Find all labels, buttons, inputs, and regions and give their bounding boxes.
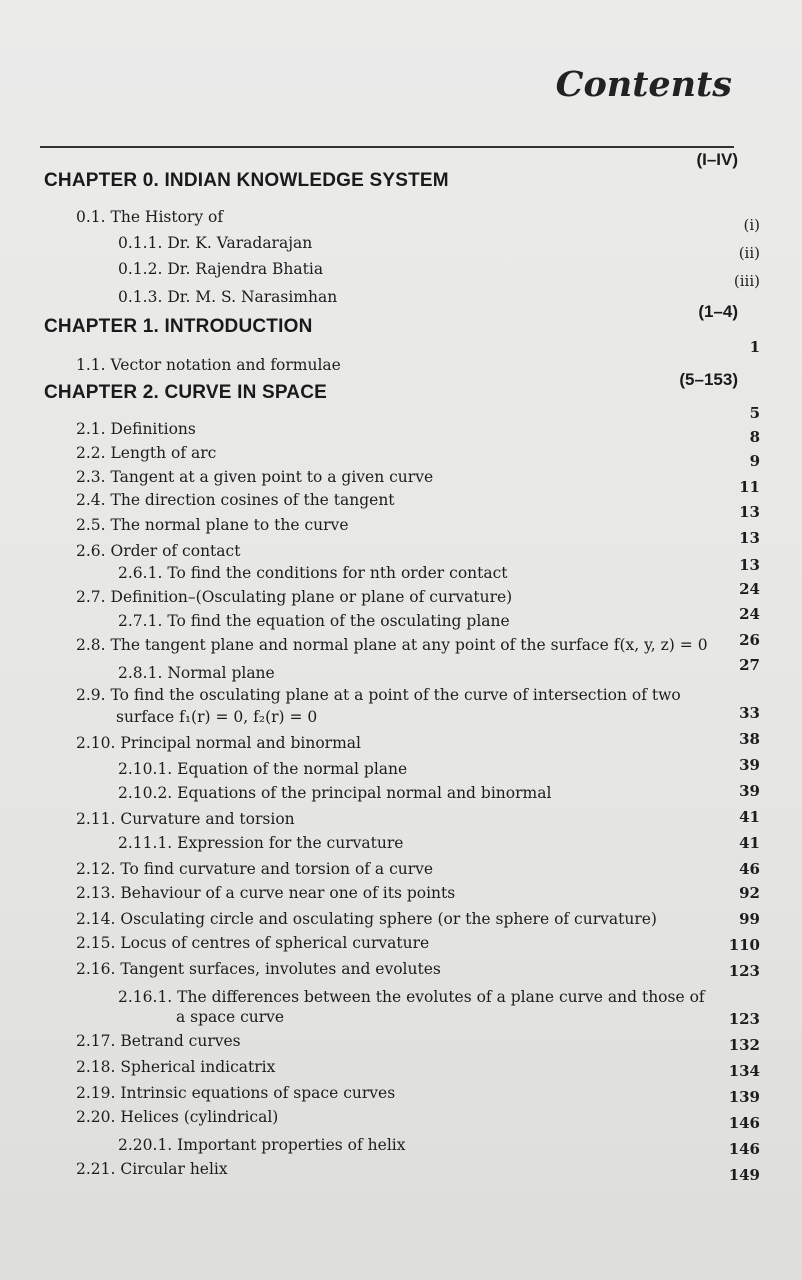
- entry-text: Definitions: [110, 420, 196, 438]
- entry-text: Circular helix: [120, 1160, 228, 1178]
- entry-text: Principal normal and binormal: [120, 734, 361, 752]
- toc-entry: [118, 834, 403, 852]
- entry-text: Normal plane: [167, 664, 275, 682]
- entry-text: Curvature and torsion: [120, 810, 295, 828]
- entry-number: 0.1.1.: [118, 234, 163, 252]
- entry-number: 0.1.3.: [118, 288, 163, 306]
- entry-text: Locus of centres of spherical curvature: [120, 934, 430, 952]
- entry-page: 26: [739, 631, 760, 649]
- entry-page: 39: [739, 782, 760, 800]
- entry-number: 2.6.1.: [118, 564, 163, 582]
- toc-entry: [118, 288, 337, 306]
- toc-entry: [76, 910, 657, 928]
- entry-page: 13: [739, 529, 760, 547]
- entry-text: To find curvature and torsion of a curve: [120, 860, 434, 878]
- entry-page: 8: [749, 428, 760, 446]
- entry-page: 123: [728, 962, 760, 980]
- toc-entry: [118, 760, 407, 778]
- entry-text: The normal plane to the curve: [110, 516, 349, 534]
- toc-entry: [118, 564, 508, 582]
- entry-number: 2.10.1.: [118, 760, 173, 778]
- entry-page: 24: [739, 605, 760, 623]
- entry-page: 5: [749, 404, 760, 422]
- toc-entry: [76, 734, 361, 752]
- toc-entry: [76, 636, 708, 654]
- entry-page: 110: [728, 936, 760, 954]
- toc-entry: [76, 1160, 228, 1178]
- toc-entry: [76, 686, 681, 704]
- entry-number: 2.20.1.: [118, 1136, 173, 1154]
- entry-text: Betrand curves: [120, 1032, 241, 1050]
- entry-text: Expression for the curvature: [177, 834, 404, 852]
- title-rule: [40, 146, 734, 148]
- entry-page: (i): [743, 216, 760, 234]
- entry-page: 123: [728, 1010, 760, 1028]
- entry-text: Length of arc: [110, 444, 217, 462]
- chapter-page-range: (I–IV): [696, 150, 738, 169]
- entry-number: 2.4.: [76, 491, 106, 509]
- entry-number: 2.20.: [76, 1108, 116, 1126]
- entry-number: 1.1.: [76, 356, 106, 374]
- entry-text: Intrinsic equations of space curves: [120, 1084, 396, 1102]
- toc-entry: [76, 444, 216, 462]
- chapter-page-range: (5–153): [679, 370, 738, 389]
- entry-text: Dr. Rajendra Bhatia: [167, 260, 324, 278]
- toc-entry: [76, 960, 441, 978]
- entry-text: The History of: [110, 208, 224, 226]
- toc-entry: [76, 884, 455, 902]
- toc-entry: [118, 260, 323, 278]
- entry-number: 2.11.1.: [118, 834, 173, 852]
- entry-page: 38: [739, 730, 760, 748]
- entry-page: 1: [749, 338, 760, 356]
- chapter-page-range: (1–4): [698, 302, 738, 321]
- entry-text: Tangent surfaces, involutes and evolutes: [120, 960, 441, 978]
- entry-number: 0.1.2.: [118, 260, 163, 278]
- toc-entry: [76, 208, 223, 226]
- entry-number: 2.9.: [76, 686, 106, 704]
- toc-entry: [76, 420, 196, 438]
- entry-text: Behaviour of a curve near one of its points: [120, 884, 456, 902]
- entry-text: Helices (cylindrical): [120, 1108, 279, 1126]
- entry-text: Spherical indicatrix: [120, 1058, 276, 1076]
- entry-page: 146: [728, 1114, 760, 1132]
- toc-entry: [76, 588, 512, 606]
- entry-page: 132: [728, 1036, 760, 1054]
- entry-number: 2.11.: [76, 810, 116, 828]
- entry-number: 2.6.: [76, 542, 106, 560]
- toc-entry: [76, 1058, 275, 1076]
- entry-page: 46: [739, 860, 760, 878]
- entry-text: The direction cosines of the tangent: [110, 491, 395, 509]
- entry-number: 2.1.: [76, 420, 106, 438]
- entry-text: To find the equation of the osculating plane: [167, 612, 510, 630]
- toc-entry: [118, 784, 551, 802]
- entry-text: Dr. M. S. Narasimhan: [167, 288, 338, 306]
- entry-number: 2.16.: [76, 960, 116, 978]
- page-title: Contents: [555, 64, 732, 105]
- toc-entry: [76, 810, 295, 828]
- entry-number: 2.21.: [76, 1160, 116, 1178]
- entry-number: 2.10.: [76, 734, 116, 752]
- entry-number: 2.3.: [76, 468, 106, 486]
- entry-page: (ii): [738, 244, 760, 262]
- entry-page: 92: [739, 884, 760, 902]
- entry-page: 99: [739, 910, 760, 928]
- entry-page: 146: [728, 1140, 760, 1158]
- entry-text: Equations of the principal normal and binormal: [177, 784, 552, 802]
- entry-number: 2.17.: [76, 1032, 116, 1050]
- chapter-heading: CHAPTER 2. CURVE IN SPACE: [44, 382, 328, 403]
- entry-text: Osculating circle and osculating sphere (or the sphere of curvature): [120, 910, 657, 928]
- entry-text: Important properties of helix: [177, 1136, 406, 1154]
- toc-entry: [76, 491, 395, 509]
- toc-entry: [76, 1084, 395, 1102]
- toc-entry: [118, 664, 275, 682]
- entry-text: Tangent at a given point to a given curve: [110, 468, 434, 486]
- chapter-heading: CHAPTER 0. INDIAN KNOWLEDGE SYSTEM: [44, 170, 449, 191]
- entry-number: 2.12.: [76, 860, 116, 878]
- entry-page: 24: [739, 580, 760, 598]
- entry-page: 41: [739, 834, 760, 852]
- toc-entry: [118, 1136, 405, 1154]
- entry-number: 0.1.: [76, 208, 106, 226]
- entry-text: Equation of the normal plane: [177, 760, 408, 778]
- entry-page: 41: [739, 808, 760, 826]
- entry-page: 13: [739, 556, 760, 574]
- entry-text: Definition–(Osculating plane or plane of curvature): [110, 588, 513, 606]
- entry-text: To find the osculating plane at a point of the curve of intersection of two: [110, 686, 681, 704]
- entry-number: 2.8.: [76, 636, 106, 654]
- toc-entry: [76, 542, 240, 560]
- toc-entry: [118, 612, 510, 630]
- entry-text-continued: surface f₁(r) = 0, f₂(r) = 0: [116, 708, 318, 726]
- entry-number: 2.13.: [76, 884, 116, 902]
- entry-number: 2.18.: [76, 1058, 116, 1076]
- entry-page: 33: [739, 704, 760, 722]
- entry-number: 2.10.2.: [118, 784, 173, 802]
- entry-text: The tangent plane and normal plane at any point of the surface f(x, y, z) = 0: [110, 636, 708, 654]
- toc-entry: [118, 988, 705, 1006]
- entry-page: 39: [739, 756, 760, 774]
- entry-text: Vector notation and formulae: [110, 356, 341, 374]
- entry-number: 2.7.: [76, 588, 106, 606]
- entry-page: 139: [728, 1088, 760, 1106]
- entry-number: 2.2.: [76, 444, 106, 462]
- entry-page: 9: [749, 452, 760, 470]
- toc-entry: [76, 356, 341, 374]
- toc-entry: [76, 1108, 278, 1126]
- toc-entry: [76, 468, 433, 486]
- entry-page: 11: [739, 478, 760, 496]
- chapter-heading: CHAPTER 1. INTRODUCTION: [44, 316, 313, 337]
- toc-entry: [76, 860, 433, 878]
- toc-entry: [76, 1032, 241, 1050]
- entry-text: To find the conditions for nth order contact: [167, 564, 508, 582]
- entry-number: 2.8.1.: [118, 664, 163, 682]
- entry-number: 2.19.: [76, 1084, 116, 1102]
- entry-page: 134: [728, 1062, 760, 1080]
- entry-text: Order of contact: [110, 542, 241, 560]
- entry-number: 2.14.: [76, 910, 116, 928]
- entry-page: 27: [739, 656, 760, 674]
- toc-entry: [118, 234, 312, 252]
- entry-text: The differences between the evolutes of a plane curve and those of: [177, 988, 705, 1006]
- entry-number: 2.5.: [76, 516, 106, 534]
- entry-text-continued: a space curve: [176, 1008, 285, 1026]
- entry-number: 2.15.: [76, 934, 116, 952]
- toc-entry: [76, 934, 429, 952]
- entry-page: (iii): [733, 272, 760, 290]
- entry-text: Dr. K. Varadarajan: [167, 234, 313, 252]
- entry-page: 13: [739, 503, 760, 521]
- entry-number: 2.16.1.: [118, 988, 173, 1006]
- toc-entry: [76, 516, 349, 534]
- entry-page: 149: [728, 1166, 760, 1184]
- entry-number: 2.7.1.: [118, 612, 163, 630]
